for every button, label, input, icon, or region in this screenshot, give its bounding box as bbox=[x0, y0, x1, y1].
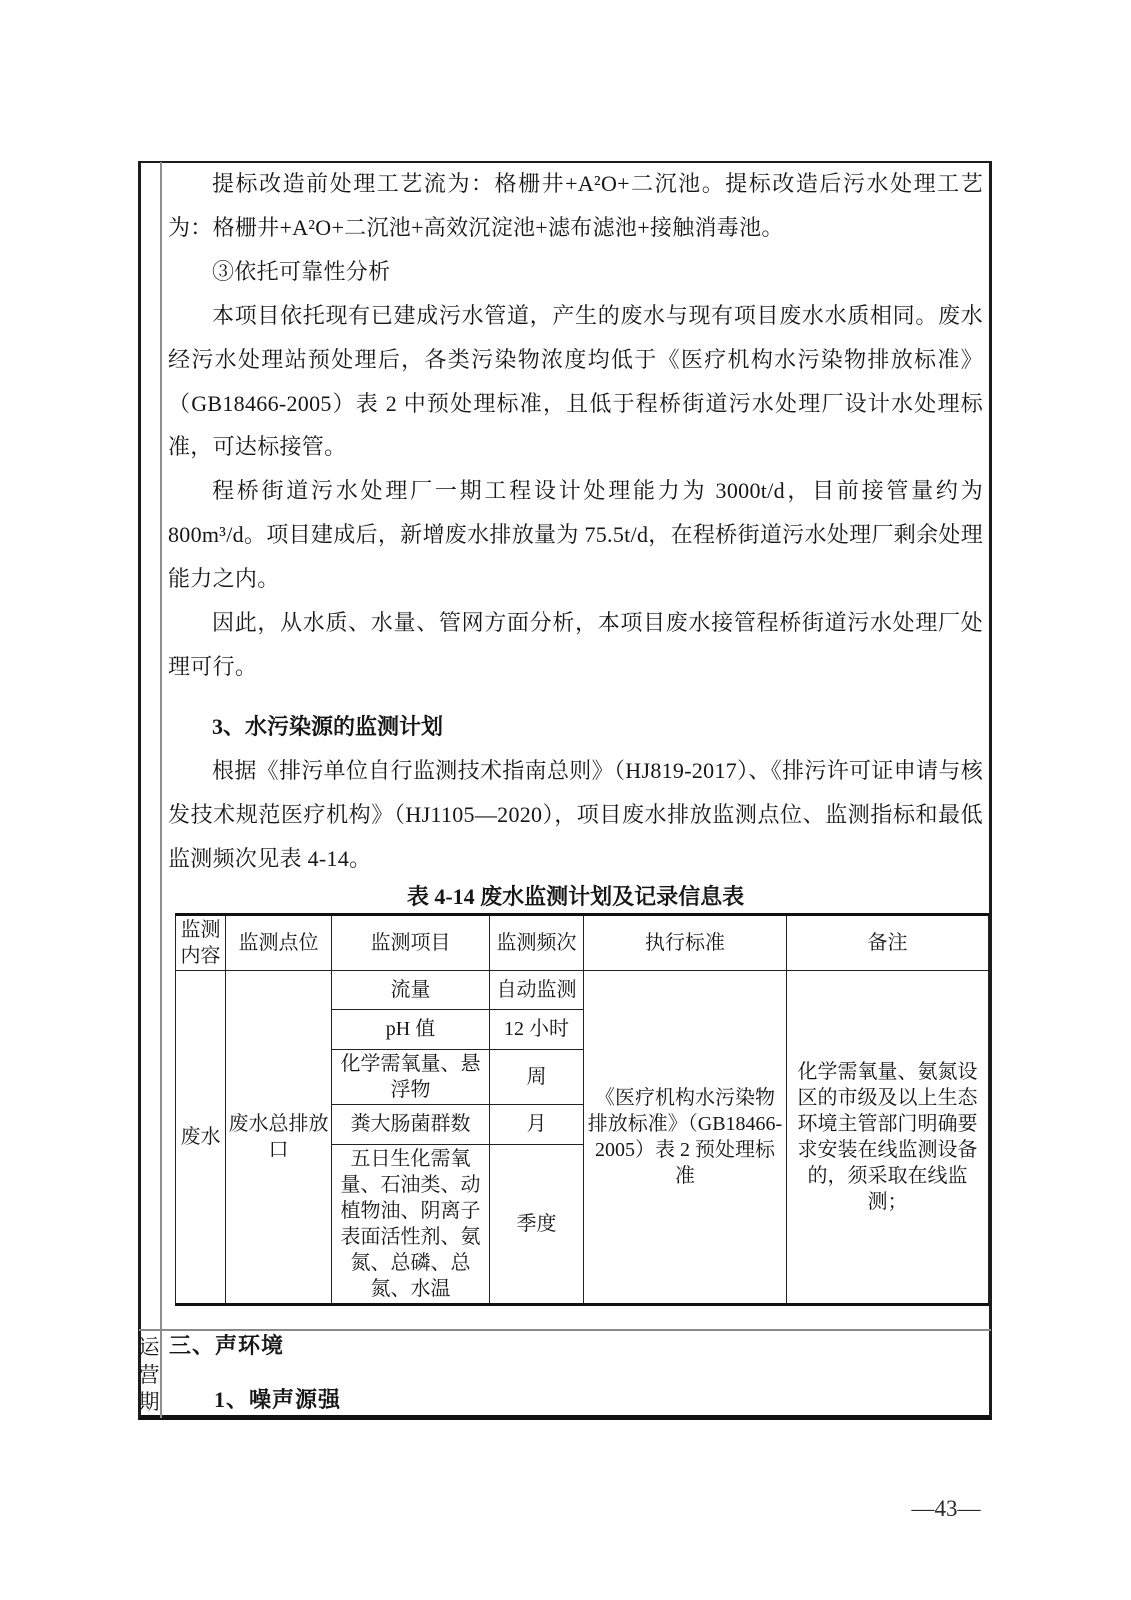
cell-item-cod-ss: 化学需氧量、悬浮物 bbox=[332, 1049, 490, 1104]
paragraph-plant-capacity: 程桥街道污水处理厂一期工程设计处理能力为 3000t/d，目前接管量约为 800m³/d。项目建成后，新增废水排放量为 75.5t/d，在程桥街道污水处理厂剩余处理能力之内。 bbox=[168, 478, 983, 592]
header-standard: 执行标准 bbox=[584, 914, 787, 970]
header-monitoring-point: 监测点位 bbox=[226, 914, 332, 970]
page-number: —43— bbox=[911, 1496, 981, 1521]
paragraph-reliability-heading: ③依托可靠性分析 bbox=[212, 258, 391, 284]
cell-item-ph: pH 值 bbox=[332, 1009, 490, 1049]
phase-label-operation-period: 运营期 bbox=[138, 1335, 160, 1414]
table-header-row bbox=[176, 914, 989, 970]
subheading-noise-source: 1、噪声源强 bbox=[214, 1387, 342, 1412]
cell-item-coliform: 粪大肠菌群数 bbox=[332, 1104, 490, 1144]
wastewater-monitoring-table bbox=[175, 913, 989, 1306]
main-content-column bbox=[163, 162, 989, 1306]
paragraph-conclusion: 因此，从水质、水量、管网方面分析，本项目废水接管程桥街道污水处理厂处理可行。 bbox=[168, 610, 983, 679]
cell-item-bod-etc: 五日生化需氧量、石油类、动植物油、阴离子表面活性剂、氨氮、总磷、总氮、水温 bbox=[332, 1144, 490, 1304]
cell-frequency-auto: 自动监测 bbox=[490, 970, 584, 1009]
header-remark: 备注 bbox=[787, 914, 989, 970]
section-heading-acoustic-environment: 三、声环境 bbox=[169, 1333, 285, 1358]
header-monitoring-content: 监测内容 bbox=[176, 914, 226, 970]
cell-frequency-quarterly: 季度 bbox=[490, 1144, 584, 1304]
cell-item-flow: 流量 bbox=[332, 970, 490, 1009]
cell-point-outfall: 废水总排放口 bbox=[226, 970, 332, 1304]
table-title: 表 4-14 废水监测计划及记录信息表 bbox=[406, 883, 745, 909]
cell-remark: 化学需氧量、氨氮设区的市级及以上生态环境主管部门明确要求安装在线监测设备的，须采取在线监测； bbox=[787, 970, 989, 1304]
header-monitoring-frequency: 监测频次 bbox=[490, 914, 584, 970]
paragraph-reliability-analysis: 本项目依托现有已建成污水管道，产生的废水与现有项目废水水质相同。废水经污水处理站预处理后，各类污染物浓度均低于《医疗机构水污染物排放标准》（GB18466-2005）表 2 中预处理标准，且低于程桥街道污水处理厂设计水处理标准，可达标接管。 bbox=[168, 302, 983, 460]
header-monitoring-item: 监测项目 bbox=[332, 914, 490, 970]
cell-frequency-weekly: 周 bbox=[490, 1049, 584, 1104]
cell-frequency-monthly: 月 bbox=[490, 1104, 584, 1144]
table-row bbox=[176, 970, 989, 1009]
cell-standard: 《医疗机构水污染物排放标准》（GB18466-2005）表 2 预处理标准 bbox=[584, 970, 787, 1304]
cell-frequency-12h: 12 小时 bbox=[490, 1009, 584, 1049]
paragraph-process-flow: 提标改造前处理工艺流为：格栅井+A²O+二沉池。提标改造后污水处理工艺为：格栅井+A²O+二沉池+高效沉淀池+滤布滤池+接触消毒池。 bbox=[168, 171, 983, 240]
cell-content-wastewater: 废水 bbox=[176, 970, 226, 1304]
paragraph-monitoring-intro: 根据《排污单位自行监测技术指南总则》（HJ819-2017）、《排污许可证申请与核发技术规范医疗机构》（HJ1105—2020），项目废水排放监测点位、监测指标和最低监测频次见表 4-14。 bbox=[168, 757, 983, 871]
phase-column-divider-line bbox=[160, 162, 162, 1418]
row-divider-line bbox=[139, 1329, 991, 1331]
section-heading-monitoring-plan: 3、水污染源的监测计划 bbox=[212, 713, 444, 739]
